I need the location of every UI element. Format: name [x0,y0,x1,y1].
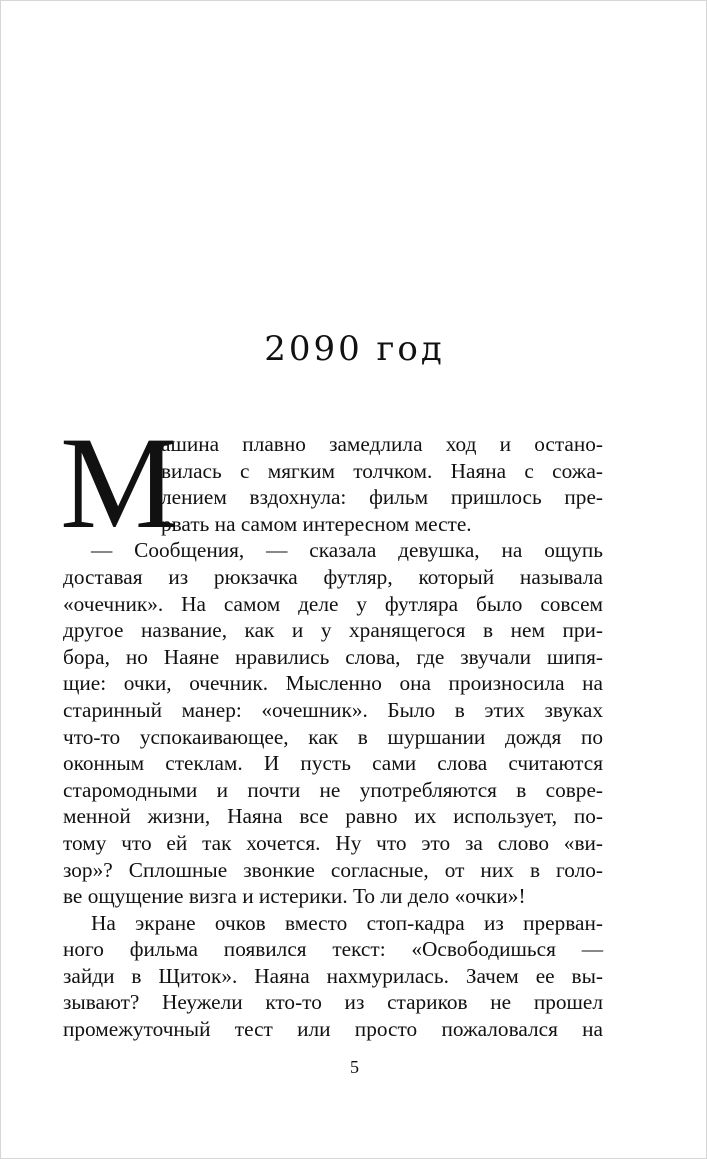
body-text [60,409,603,1043]
text-line: На экране очков вместо стоп-кадра из прерван- [91,910,603,935]
text-line: другое название, как и у хранящегося в нем при- [63,618,603,643]
text-line: лением вздохнула: фильм пришлось пре- [161,485,603,510]
text-line: оконным стеклам. И пусть сами слова считаются [63,751,603,776]
text-line: щие: очки, очечник. Мысленно она произносила на [63,671,603,696]
text-line: «очечник». На самом деле у футляра было совсем [63,591,603,616]
text-line: ашина плавно замедлила ход и остано- [161,432,603,456]
text-line: менной жизни, Наяна все равно их использует, по- [63,804,603,829]
text-line: бора, но Наяне нравились слова, где звучали шипя- [63,644,603,669]
text-line: зор»? Сплошные звонкие согласные, от них в голо- [63,857,603,882]
text-line: промежуточный тест или просто пожаловался на [63,1017,603,1042]
text-line: старомодными и почти не употребляются в совре- [63,777,603,802]
text-line: ного фильма появился текст: «Освободишься — [63,937,603,962]
text-line: зывают? Неужели кто-то из стариков не прошел [63,990,603,1015]
page-number: 5 [350,1057,359,1077]
text-line: что-то успокаивающее, как в шуршании дождя по [63,724,603,749]
text-line: зайди в Щиток». Наяна нахмурилась. Зачем ее вы- [63,963,603,988]
text-line: ве ощущение визга и истерики. То ли дело «очки»! [63,884,526,909]
chapter-title: 2090 год [264,329,445,369]
text-line: доставая из рюкзачка футляр, который называла [63,564,603,589]
text-line: — Сообщения, — сказала девушка, на ощупь [91,538,603,563]
text-line: тому что ей так хочется. Ну что это за слово «ви- [63,830,603,855]
text-line: рвать на самом интересном месте. [161,511,472,536]
text-line: старинный манер: «очешник». Было в этих звуках [63,697,603,722]
text-line: вилась с мягким толчком. Наяна с сожа- [161,458,603,483]
drop-cap: М [60,409,178,556]
